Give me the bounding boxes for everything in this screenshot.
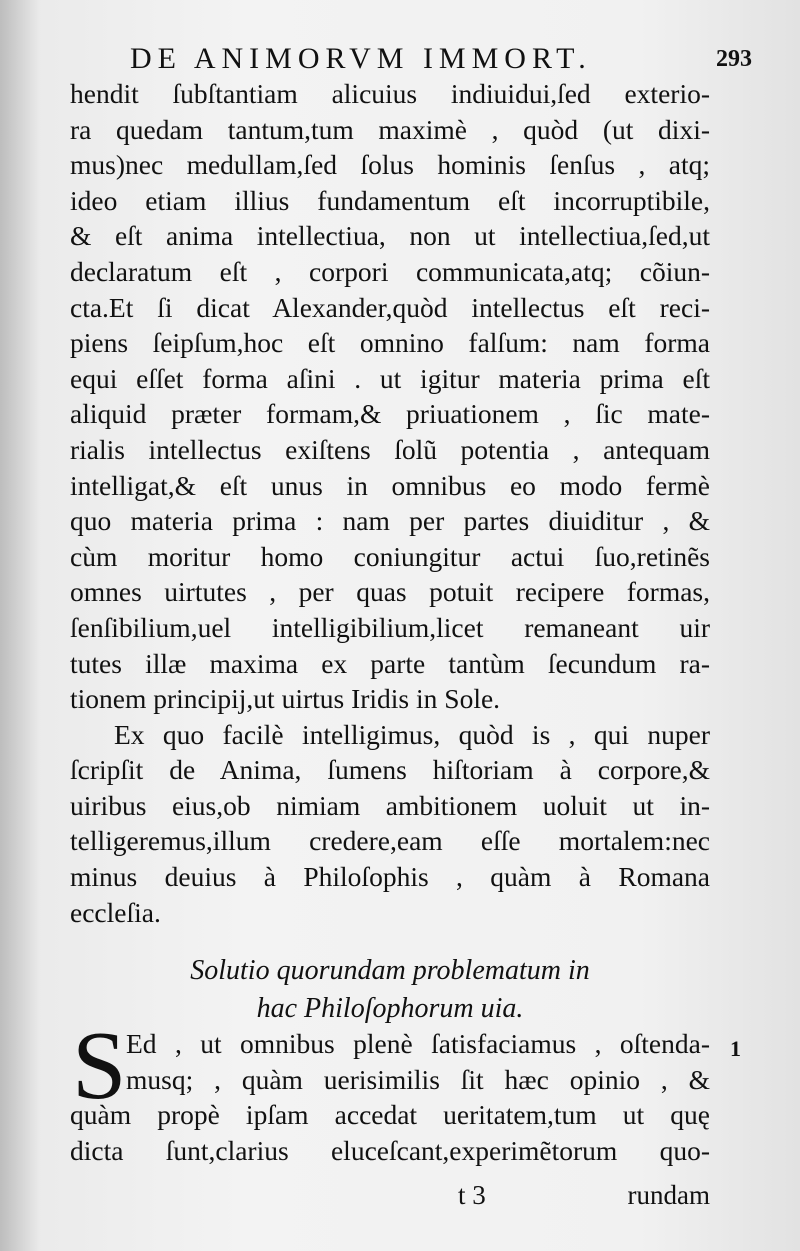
text-line: minus deuius à Philoſophis , quàm à Romana <box>70 861 710 893</box>
text-line: Ed , ut omnibus plenè ſatisfaciamus , oſtenda- <box>126 1028 710 1059</box>
page-number: 293 <box>716 46 752 72</box>
catchword: rundam <box>627 1180 710 1210</box>
main-text <box>70 76 710 930</box>
text-line: musq; , quàm uerisimilis ſit hæc opinio , & <box>126 1063 710 1095</box>
text-line: cta.Et ſi dicat Alexander,quòd intellectus eſt reci- <box>70 291 710 323</box>
text-line: & eſt anima intellectiua, non ut intellectiua,ſed,ut <box>70 220 710 252</box>
text-line: aliquid præter formam,& priuationem , ſic mate- <box>70 398 710 430</box>
text-line: tutes illæ maxima ex parte tantùm ſecundum ra- <box>70 647 710 679</box>
gutter-shadow <box>0 0 40 1251</box>
section-heading-line-1: Solutio quorundam problematum in <box>190 955 590 986</box>
text-line: ra quedam tantum,tum maximè , quòd (ut dixi- <box>70 113 710 145</box>
text-line: piens ſeipſum,hoc eſt omnino falſum: nam forma <box>70 327 710 359</box>
text-line: dicta ſunt,clarius eluceſcant,experimẽtorum quo- <box>70 1134 710 1166</box>
section-2-text <box>70 1012 710 1168</box>
text-line: intelligat,& eſt unus in omnibus eo modo fermè <box>70 469 710 501</box>
paragraph-2 <box>70 717 710 931</box>
text-line: ideo etiam illius fundamentum eſt incorruptibile, <box>70 184 710 216</box>
text-line: cùm moritur homo coniungitur actui ſuo,retinẽs <box>70 540 710 572</box>
footer <box>70 1180 710 1220</box>
text-line: quo materia prima : nam per partes diuiditur , & <box>70 505 710 537</box>
text-line: uiribus eius,ob nimiam ambitionem uoluit ut in- <box>70 789 710 821</box>
text-line: ſenſibilium,uel intelligibilium,licet remaneant uir <box>70 611 710 643</box>
text-line: rialis intellectus exiſtens ſolũ potentia , antequam <box>70 433 710 465</box>
signature-mark: t 3 <box>458 1180 486 1210</box>
text-line: hendit ſubſtantiam alicuius indiuidui,ſed exterio- <box>70 78 710 109</box>
text-line: mus)nec medullam,ſed ſolus hominis ſenſus , atq; <box>70 149 710 181</box>
text-line: tionem principij,ut uirtus Iridis in Sole. <box>70 683 501 715</box>
text-line: equi eſſet forma aſini . ut igitur materia prima eſt <box>70 362 710 394</box>
running-head: DE ANIMORVM IMMORT. <box>130 42 592 75</box>
text-line: Ex quo facilè intelligimus, quòd is , qui nuper <box>114 718 710 750</box>
text-line: omnes uirtutes , per quas potuit recipere formas, <box>70 576 710 608</box>
drop-cap: S <box>72 1012 127 1120</box>
margin-number: 1 <box>730 1036 741 1061</box>
text-line: eccleſia. <box>70 896 161 928</box>
section-heading-line-2: hac Philoſophorum uia. <box>256 993 524 1024</box>
text-line: ſcripſit de Anima, ſumens hiſtoriam à corpore,& <box>70 754 710 786</box>
paragraph-1 <box>70 76 710 717</box>
text-line: declaratum eſt , corpori communicata,atq; cõiun- <box>70 255 710 287</box>
text-line: telligeremus,illum credere,eam eſſe mortalem:nec <box>70 825 710 857</box>
text-line: quàm propè ipſam accedat ueritatem,tum ut quę <box>70 1099 710 1131</box>
